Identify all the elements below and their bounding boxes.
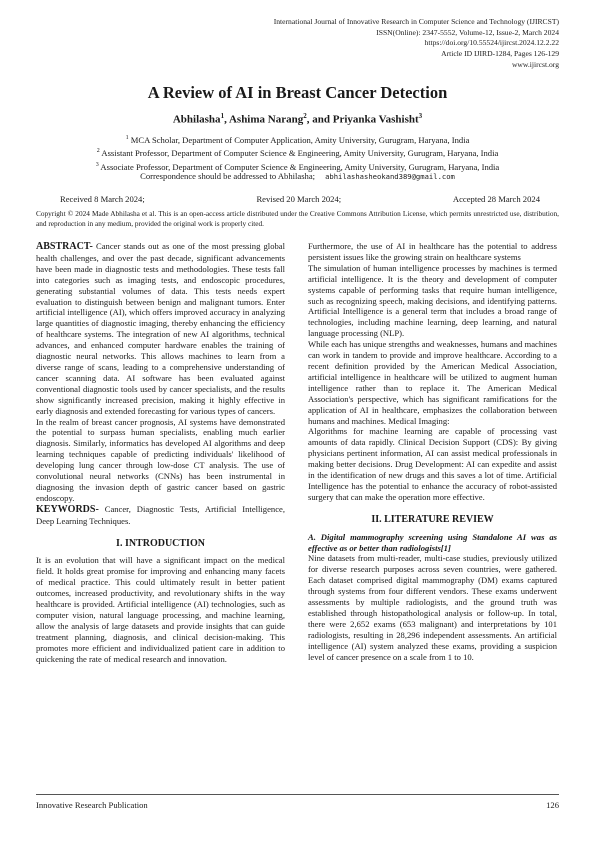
literature-paragraph: Nine datasets from multi-reader, multi-case studies, previously utilized for diverse research purposes across seven countries, were gathered. Each dataset comprised digital mammography (DM) exams captured through systems from four different vendors. These exams underwent assessments by multiple radiologists, and the ground truth was established through histopathological analysis or follow-up. In total, there were 2,652 exams (653 malignant) and interpretations by 101 radiologists, resulting in 28,296 independent assessments. An artificial intelligence (AI) system analyzed these exams, providing a suspicion level of cancer presence on a scale from 1 to 10. <box>308 553 557 662</box>
accepted-date: Accepted 28 March 2024 <box>452 194 540 204</box>
body-paragraph: Furthermore, the use of AI in healthcare has the potential to address persistent issues like the growing strain on healthcare systems <box>308 241 557 262</box>
introduction-paragraph: It is an evolution that will have a significant impact on the medical field. It holds great promise for improving and enhancing many facets of medical practice. This could ultimately result in better patient outcomes, increased productivity, and revolutionary shifts in the way healthcare is provided. Artificial intelligence (AI) technologies, such as computer vision, natural language processing, and machine learning, allow the analysis of large datasets and provide insights that can guide treatment planning, diagnosis, and clinical decision-making. This promotes more efficient and individualized patient care in addition to quickening the rate of medical research and innovation. <box>36 555 285 664</box>
body-paragraph: The simulation of human intelligence processes by machines is termed artificial intelligence. It is the theory and development of computer systems capable of performing tasks that require human intelligence, such as recognizing speech, making decisions, and identifying patterns. Artificial Intelligence is a general term that includes a broad range of technologies, including machine learning, deep learning, and natural language processing (NLP). <box>308 262 557 339</box>
page-number: 126 <box>546 800 559 810</box>
keywords-label: KEYWORDS- <box>36 503 99 515</box>
author-separator: , <box>224 113 229 126</box>
correspondence-email[interactable]: abhilashasheokand389@gmail.com <box>325 172 455 181</box>
journal-website[interactable]: www.ijircst.org <box>511 59 559 69</box>
correspondence-text: Correspondence should be addressed to Abhilasha; <box>140 171 316 181</box>
author-name: Ashima Narang <box>228 113 304 126</box>
author-separator: , and <box>306 113 333 126</box>
author-name: Priyanka Vashisht <box>332 113 419 126</box>
left-column <box>36 241 285 665</box>
doi-link[interactable]: https://doi.org/10.55524/ijircst.2024.12.2.22 <box>424 38 559 48</box>
right-column <box>308 241 557 663</box>
issn-line: ISSN(Online): 2347-5552, Volume-12, Issue-2, March 2024 <box>376 27 559 37</box>
abstract-paragraph-2: In the realm of breast cancer prognosis, AI systems have demonstrated the potential to surpass human specialists, enabling much earlier diagnosis. Similarly, informatics has developed AI algorithms and deep learning techniques capable of predicting individuals' likelihood of developing lung cancer through low-dose CT analysis. The use of convolutional neural networks (CNNs) has been instrumental in diagnosing the invasion depth of gastric cancer based on gastric endoscopy. <box>36 416 285 503</box>
body-paragraph: While each has unique strengths and weaknesses, humans and machines can work in tandem to provide and improve healthcare. According to a recent definition provided by the American Medical Association, artificial intelligence in healthcare will be utilized to augment human intelligence rather than to replace it. The American Medical Association's perspective, which has significant ramifications for the application of AI in healthcare, emphasizes the collaboration between humans and machines. Medical Imaging: <box>308 339 557 426</box>
article-id: Article ID IJIRD-1284, Pages 126-129 <box>441 49 559 59</box>
revised-date: Revised 20 March 2024; <box>256 194 342 204</box>
journal-header <box>139 17 559 71</box>
affiliation-sup: 1 <box>125 135 129 141</box>
copyright-notice: Copyright © 2024 Made Abhilasha et al. This is an open-access article distributed under the Creative Commons Attribution License, which permits unrestricted use, distribution, and reproduction in any medium, provided the original work is properly cited. <box>36 209 559 228</box>
abstract-label: ABSTRACT- <box>36 241 93 252</box>
affiliation-text: MCA Scholar, Department of Computer Application, Amity University, Gurugram, Haryana, India <box>128 134 470 145</box>
author-sup: 3 <box>418 112 423 120</box>
author-name: Abhilasha <box>172 113 221 126</box>
abstract-text: Cancer stands out as one of the most pressing global health challenges, and over the past decade, significant advancements have been made in diagnostic tests and methodologies. These tests fall into categories such as imaging tests, and endoscopic procedures, generating substantial volumes of data. This tests needs expert evaluation to distinguish between benign and malignant tumors. Enter artificial intelligence (AI), which offers improved accuracy in analyzing large quantities of diagnostic imaging, thereby enhancing the efficiency of healthcare systems. The integration of new AI algorithms, technical advances, and enhanced computer hardware enables the training of diagnostic neural networks. This allows machines to learn from a diverse range of scans, leading to a comprehensive understanding of cancer scanning data. AI software has been evaluated against conventional diagnostic tools used by cancer specialists, and the results show significantly increased precision, making it highly effective in early diagnosis and extended forecasting for various types of cancers. <box>36 241 285 416</box>
section-heading-literature-review: II. LITERATURE REVIEW <box>371 513 494 525</box>
affiliation-text: Associate Professor, Department of Computer Science & Engineering, Amity University, Gurugram, Haryana, India <box>98 161 500 172</box>
paper-title: A Review of AI in Breast Cancer Detection <box>147 83 448 102</box>
article-dates <box>60 194 540 204</box>
footer-publisher: Innovative Research Publication <box>36 800 148 810</box>
affiliations <box>0 133 595 173</box>
footer-divider <box>36 794 559 795</box>
received-date: Received 8 March 2024; <box>60 194 145 204</box>
keywords-text: Cancer, Diagnostic Tests, Artificial Intelligence, Deep Learning Techniques. <box>36 503 285 526</box>
journal-name: International Journal of Innovative Research in Computer Science and Technology (IJIRCST) <box>273 17 559 26</box>
body-paragraph: Algorithms for machine learning are capable of processing vast amounts of data rapidly. Clinical Decision Support (CDS): By giving physicians pertinent information, AI can assist medical professionals in making better decisions. Drug Development: AI can expedite and assist in the identification of new drugs and this saves a lot of time. Artificial Intelligence has the potential to enhance the accuracy of robot-assisted surgery that can make the operation more effective. <box>308 426 557 502</box>
affiliation-line <box>0 133 595 146</box>
author-list <box>0 112 595 126</box>
author-sup: 2 <box>303 112 307 120</box>
affiliation-sup: 3 <box>95 161 99 168</box>
section-heading-introduction: I. INTRODUCTION <box>116 537 205 549</box>
affiliation-text: Assistant Professor, Department of Computer Science & Engineering, Amity University, Gurugram, Haryana, India <box>99 148 499 159</box>
correspondence-line <box>0 171 595 181</box>
abstract-paragraph <box>36 241 285 417</box>
affiliation-sup: 2 <box>96 148 100 155</box>
affiliation-line <box>0 146 595 159</box>
author-sup: 1 <box>220 112 225 120</box>
subsection-heading: A. Digital mammography screening using Standalone AI was as effective as or better than radiologists[1] <box>308 531 557 553</box>
keywords-paragraph <box>36 504 285 527</box>
